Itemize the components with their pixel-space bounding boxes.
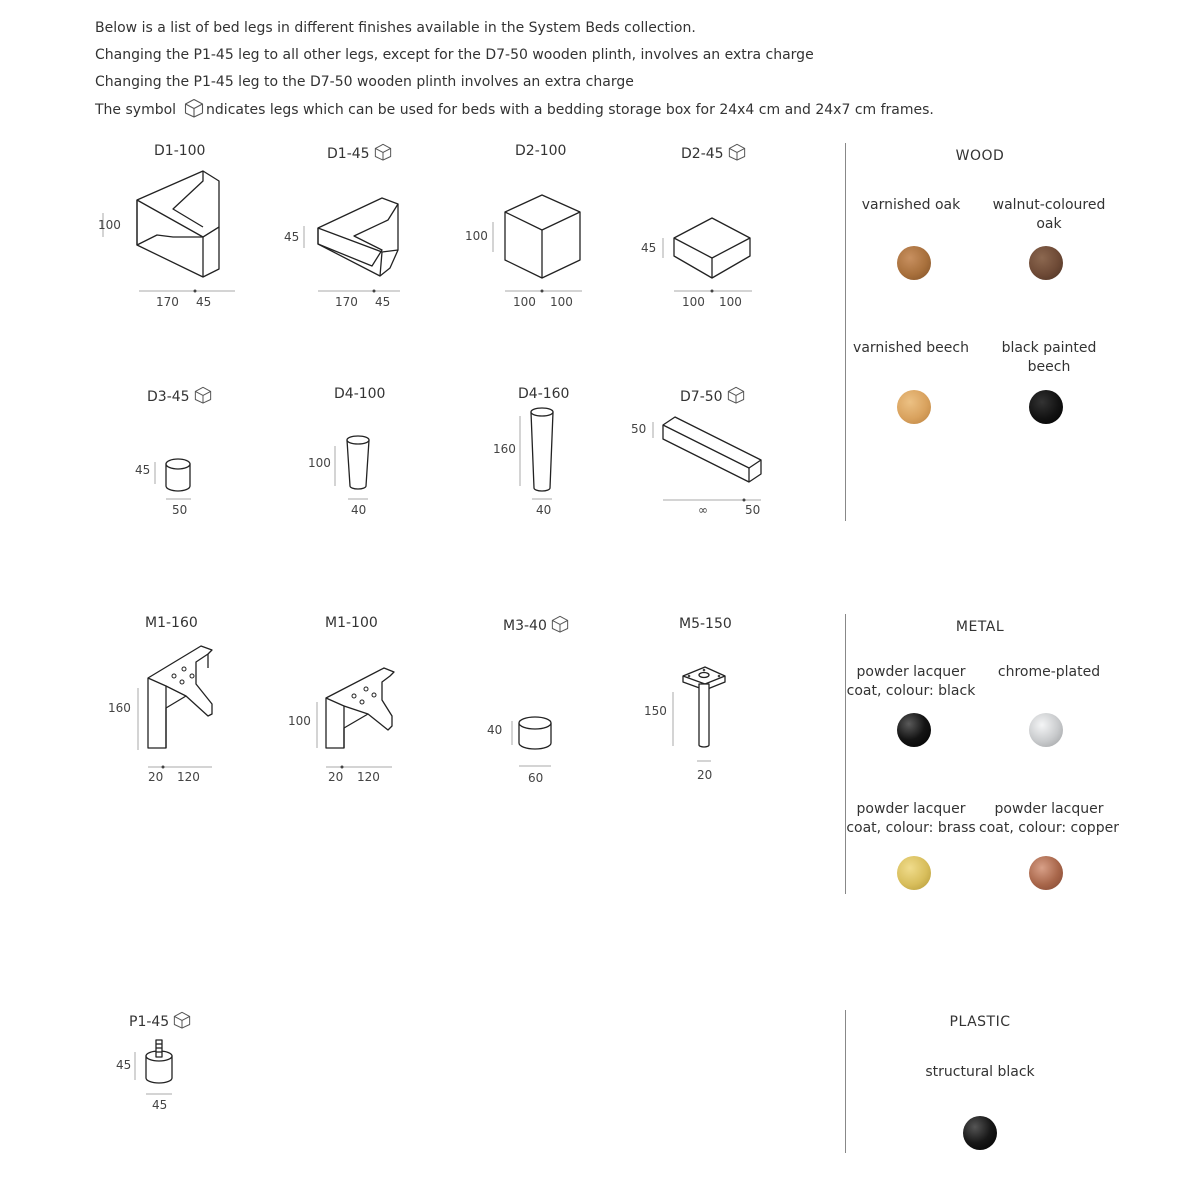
dim-height: 160 <box>493 442 516 456</box>
leg-title: M5-150 <box>679 616 732 632</box>
intro-line-2: Changing the P1-45 leg to all other legs, except for the D7-50 wooden plinth, involves an extra charge <box>95 47 814 63</box>
leg-m1-100-drawing <box>312 660 402 775</box>
leg-title: D4-100 <box>334 386 386 402</box>
dim-width: 20 <box>697 768 713 782</box>
dim-width-1: 170 <box>335 295 358 309</box>
leg-d1-100-drawing <box>95 165 235 300</box>
leg-title-text: D3-45 <box>147 389 190 405</box>
leg-p1-45-drawing <box>130 1036 190 1098</box>
swatch-label-powder-copper: powder lacquer coat, colour: copper <box>979 801 1119 836</box>
metal-section-title: METAL <box>955 619 1005 635</box>
plastic-section-title: PLASTIC <box>949 1014 1011 1030</box>
swatch-powder-brass <box>897 856 931 890</box>
dim-height: 45 <box>116 1058 132 1072</box>
storage-box-cube-icon <box>173 1011 191 1033</box>
dim-height: 100 <box>308 456 331 470</box>
dim-width-2: 100 <box>550 295 573 309</box>
swatch-powder-copper <box>1029 856 1063 890</box>
swatch-label-varnished-beech: varnished beech <box>853 340 969 356</box>
swatch-varnished-beech <box>897 390 931 424</box>
dim-height: 100 <box>465 229 488 243</box>
intro-line-1: Below is a list of bed legs in different finishes available in the System Beds collection. <box>95 20 696 36</box>
dim-width: 45 <box>152 1098 168 1112</box>
leg-d2-45-drawing <box>660 210 760 300</box>
leg-title: M1-100 <box>325 615 378 631</box>
storage-box-cube-icon <box>551 615 569 637</box>
wood-section-title: WOOD <box>955 148 1005 164</box>
dim-width-2: 100 <box>719 295 742 309</box>
leg-d3-45-drawing <box>150 450 200 502</box>
leg-title-text: P1-45 <box>129 1014 170 1030</box>
storage-box-cube-icon <box>727 386 745 408</box>
leg-title-text: M3-40 <box>503 618 547 634</box>
leg-m3-40-drawing <box>505 705 565 775</box>
storage-box-cube-icon <box>728 143 746 165</box>
dim-width: 50 <box>172 503 188 517</box>
leg-d2-100-drawing <box>490 190 590 300</box>
dim-width-1: 170 <box>156 295 179 309</box>
storage-box-cube-icon <box>374 143 392 165</box>
leg-title <box>147 386 212 408</box>
dim-height: 45 <box>284 230 300 244</box>
storage-box-cube-icon <box>194 386 212 408</box>
dim-width-1: 20 <box>148 770 164 784</box>
leg-m5-150-drawing <box>665 662 735 772</box>
dim-width-1: 100 <box>513 295 536 309</box>
leg-title: M1-160 <box>145 615 198 631</box>
leg-title <box>327 143 392 165</box>
plastic-divider <box>845 1010 846 1153</box>
dim-width: 40 <box>536 503 552 517</box>
dim-width-2: 120 <box>357 770 380 784</box>
dim-height: 150 <box>644 704 667 718</box>
leg-title-text: D7-50 <box>680 389 723 405</box>
dim-height: 40 <box>487 723 503 737</box>
dim-height: 100 <box>98 218 121 232</box>
swatch-label-black-painted-beech: black painted beech <box>1001 340 1097 375</box>
swatch-black-painted-beech <box>1029 390 1063 424</box>
dim-width: 40 <box>351 503 367 517</box>
leg-title-text: D2-45 <box>681 146 724 162</box>
dim-width-1: ∞ <box>698 503 708 517</box>
leg-title <box>129 1011 191 1033</box>
leg-title-text: D1-45 <box>327 146 370 162</box>
dim-width-2: 120 <box>177 770 200 784</box>
dim-height: 45 <box>641 241 657 255</box>
swatch-walnut-coloured-oak <box>1029 246 1063 280</box>
swatch-label-walnut-coloured-oak: walnut-coloured oak <box>992 197 1106 232</box>
intro-line-4-end: ndicates legs which can be used for beds with a bedding storage box for 24x4 cm and 24x7 cm frames. <box>206 102 934 118</box>
dim-height: 50 <box>631 422 647 436</box>
leg-d4-100-drawing <box>330 432 380 502</box>
leg-title <box>681 143 746 165</box>
dim-width-2: 45 <box>375 295 391 309</box>
swatch-label-powder-black: powder lacquer coat, colour: black <box>846 664 976 699</box>
intro-line-4-start: The symbol <box>95 102 177 118</box>
dim-height: 100 <box>288 714 311 728</box>
metal-divider <box>845 614 846 894</box>
storage-box-cube-icon <box>184 98 204 122</box>
leg-d4-160-drawing <box>515 404 565 502</box>
intro-line-3: Changing the P1-45 leg to the D7-50 wooden plinth involves an extra charge <box>95 74 634 90</box>
dim-width-1: 20 <box>328 770 344 784</box>
dim-height: 160 <box>108 701 131 715</box>
leg-title: D4-160 <box>518 386 570 402</box>
swatch-varnished-oak <box>897 246 931 280</box>
dim-width: 60 <box>528 771 544 785</box>
leg-title <box>680 386 745 408</box>
leg-title <box>503 615 569 637</box>
leg-title: D2-100 <box>515 143 567 159</box>
dim-width-2: 50 <box>745 503 761 517</box>
dim-width-2: 45 <box>196 295 212 309</box>
intro-line-4 <box>95 98 934 122</box>
leg-d1-45-drawing <box>280 190 420 300</box>
leg-title: D1-100 <box>154 143 206 159</box>
dim-height: 45 <box>135 463 151 477</box>
swatch-powder-black <box>897 713 931 747</box>
leg-d7-50-drawing <box>645 412 770 507</box>
leg-m1-160-drawing <box>130 638 220 773</box>
swatch-structural-black <box>963 1116 997 1150</box>
swatch-label-varnished-oak: varnished oak <box>861 197 961 213</box>
swatch-chrome-plated <box>1029 713 1063 747</box>
dim-width-1: 100 <box>682 295 705 309</box>
swatch-label-chrome-plated: chrome-plated <box>997 664 1101 680</box>
swatch-label-powder-brass: powder lacquer coat, colour: brass <box>846 801 976 836</box>
swatch-label-structural-black: structural black <box>925 1064 1035 1080</box>
